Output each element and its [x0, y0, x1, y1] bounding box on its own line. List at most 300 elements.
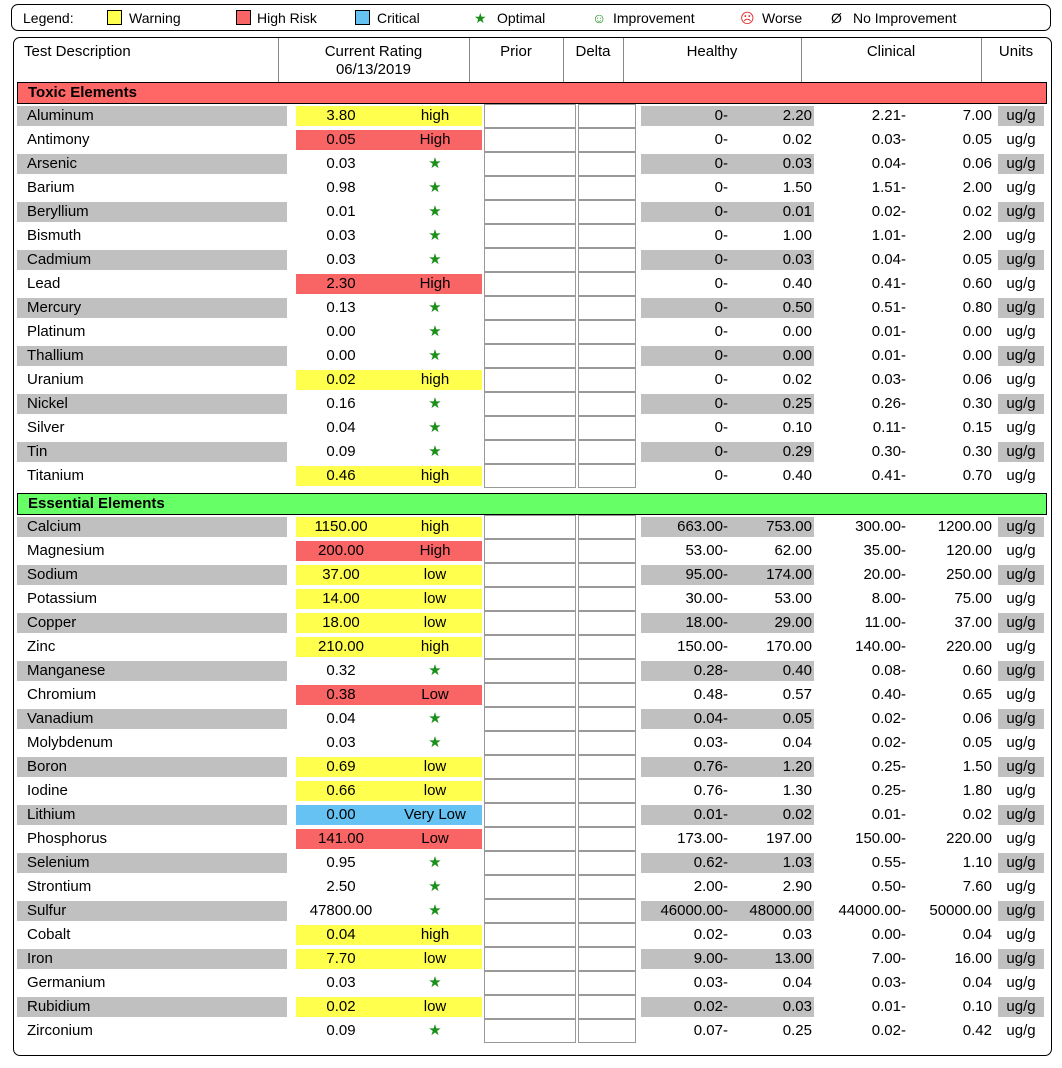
healthy-high: 0.25 [782, 1022, 812, 1039]
healthy-low: 0.48- [693, 686, 728, 703]
clinical-high: 0.00 [962, 347, 992, 364]
current-value: 7.70 [326, 950, 356, 967]
element-name: Lithium [17, 805, 287, 825]
table-row [14, 224, 1050, 248]
delta-value [578, 272, 636, 296]
healthy-low: 0.02- [693, 998, 728, 1015]
healthy-high: 0.01 [782, 203, 812, 220]
units: ug/g [998, 250, 1044, 270]
healthy-high: 1.30 [782, 782, 812, 799]
clinical-range [819, 949, 994, 969]
prior-value [484, 200, 576, 224]
table-row [14, 731, 1050, 755]
table-row [14, 635, 1050, 659]
healthy-low: 663.00- [677, 518, 728, 535]
healthy-low: 0- [714, 179, 728, 196]
healthy-high: 0.04 [782, 974, 812, 991]
clinical-low: 2.21- [871, 107, 906, 124]
units: ug/g [998, 346, 1044, 366]
healthy-low: 0.03- [693, 734, 728, 751]
healthy-range [641, 274, 814, 294]
current-rating [296, 517, 482, 537]
healthy-range [641, 613, 814, 633]
clinical-low: 0.55- [871, 854, 906, 871]
table-row [14, 296, 1050, 320]
delta-value [578, 659, 636, 683]
prior-value [484, 707, 576, 731]
prior-value [484, 779, 576, 803]
rating-label: high [420, 371, 450, 388]
clinical-low: 140.00- [855, 638, 906, 655]
element-name: Silver [27, 419, 65, 436]
healthy-high: 0.40 [782, 662, 812, 679]
healthy-high: 2.90 [782, 878, 812, 895]
clinical-range [819, 709, 994, 729]
clinical-high: 0.30 [962, 443, 992, 460]
prior-value [484, 803, 576, 827]
healthy-low: 30.00- [685, 590, 728, 607]
healthy-high: 48000.00 [749, 902, 812, 919]
units: ug/g [998, 202, 1044, 222]
delta-value [578, 947, 636, 971]
critical-swatch [355, 10, 370, 25]
rating-label: low [423, 614, 447, 631]
healthy-low: 95.00- [685, 566, 728, 583]
clinical-high: 0.15 [962, 419, 992, 436]
clinical-range [819, 685, 994, 705]
healthy-range [641, 925, 814, 945]
delta-value [578, 176, 636, 200]
element-name: Iodine [27, 782, 68, 799]
clinical-low: 0.30- [871, 443, 906, 460]
prior-value [484, 851, 576, 875]
current-rating [296, 154, 482, 174]
units: ug/g [998, 949, 1044, 969]
healthy-low: 0- [714, 467, 728, 484]
current-value: 0.38 [326, 686, 356, 703]
healthy-low: 0.28- [693, 662, 728, 679]
current-rating [296, 298, 482, 318]
clinical-range [819, 178, 994, 198]
col-healthy: Healthy [686, 43, 738, 60]
delta-value [578, 755, 636, 779]
clinical-range [819, 517, 994, 537]
prior-value [484, 272, 576, 296]
healthy-range [641, 589, 814, 609]
element-name: Boron [17, 757, 287, 777]
element-name: Selenium [17, 853, 287, 873]
healthy-low: 0.01- [693, 806, 728, 823]
clinical-high: 0.06 [962, 371, 992, 388]
current-value: 0.13 [326, 299, 356, 316]
healthy-range [641, 346, 814, 366]
current-value: 0.03 [326, 251, 356, 268]
element-name: Antimony [27, 131, 90, 148]
legend-no-improvement: No Improvement [853, 10, 957, 26]
healthy-high: 1.50 [782, 179, 812, 196]
clinical-high: 0.04 [962, 974, 992, 991]
clinical-high: 7.60 [962, 878, 992, 895]
element-name: Zirconium [27, 1022, 93, 1039]
clinical-range [819, 250, 994, 270]
current-value: 210.00 [318, 638, 364, 655]
clinical-range [819, 394, 994, 414]
units: ug/g [998, 442, 1044, 462]
healthy-range [641, 178, 814, 198]
clinical-range [819, 130, 994, 150]
current-value: 14.00 [322, 590, 360, 607]
healthy-high: 753.00 [766, 518, 812, 535]
units: ug/g [998, 901, 1044, 921]
star-icon: ★ [428, 347, 442, 364]
delta-value [578, 344, 636, 368]
units: ug/g [998, 757, 1044, 777]
element-name: Potassium [27, 590, 98, 607]
units: ug/g [1006, 926, 1036, 943]
clinical-low: 0.02- [871, 710, 906, 727]
table-row [14, 440, 1050, 464]
healthy-range [641, 394, 814, 414]
rating-label: low [423, 998, 447, 1015]
units: ug/g [998, 565, 1044, 585]
units: ug/g [998, 709, 1044, 729]
healthy-high: 0.40 [782, 467, 812, 484]
current-value: 3.80 [326, 107, 356, 124]
clinical-high: 250.00 [946, 566, 992, 583]
prior-value [484, 176, 576, 200]
clinical-high: 0.80 [962, 299, 992, 316]
clinical-low: 0.40- [871, 686, 906, 703]
clinical-high: 0.60 [962, 662, 992, 679]
clinical-range [819, 589, 994, 609]
clinical-low: 0.04- [871, 155, 906, 172]
clinical-range [819, 757, 994, 777]
section-header: Toxic Elements [17, 82, 1047, 104]
healthy-high: 0.02 [782, 806, 812, 823]
element-name: Bismuth [27, 227, 82, 244]
current-value: 0.03 [326, 734, 356, 751]
clinical-low: 11.00- [864, 614, 906, 631]
current-rating [296, 925, 482, 945]
healthy-high: 197.00 [766, 830, 812, 847]
star-icon: ★ [428, 710, 442, 727]
healthy-low: 0- [714, 131, 728, 148]
table-row [14, 851, 1050, 875]
clinical-range [819, 370, 994, 390]
healthy-range [641, 973, 814, 993]
healthy-range [641, 997, 814, 1017]
clinical-high: 0.02 [962, 203, 992, 220]
current-rating [296, 997, 482, 1017]
clinical-low: 0.01- [871, 998, 906, 1015]
star-icon: ★ [428, 251, 442, 268]
table-row [14, 200, 1050, 224]
clinical-range [819, 877, 994, 897]
prior-value [484, 659, 576, 683]
current-rating [296, 709, 482, 729]
table-row [14, 368, 1050, 392]
current-value: 0.09 [326, 443, 356, 460]
clinical-low: 44000.00- [838, 902, 906, 919]
element-name: Cadmium [17, 250, 287, 270]
current-value: 200.00 [318, 542, 364, 559]
star-icon: ★ [428, 734, 442, 751]
current-rating [296, 394, 482, 414]
delta-value [578, 611, 636, 635]
clinical-low: 1.51- [871, 179, 906, 196]
element-name: Molybdenum [27, 734, 113, 751]
healthy-range [641, 130, 814, 150]
current-value: 0.02 [326, 371, 356, 388]
clinical-high: 0.10 [962, 998, 992, 1015]
rating-label: high [420, 926, 450, 943]
prior-value [484, 827, 576, 851]
legend-improvement: Improvement [613, 10, 695, 26]
healthy-high: 29.00 [774, 614, 812, 631]
rating-label: low [423, 758, 447, 775]
delta-value [578, 827, 636, 851]
units: ug/g [1006, 179, 1036, 196]
delta-value [578, 899, 636, 923]
units: ug/g [998, 661, 1044, 681]
element-name: Phosphorus [27, 830, 108, 847]
star-icon: ★ [428, 155, 442, 172]
star-icon: ★ [428, 395, 442, 412]
current-value: 141.00 [318, 830, 364, 847]
healthy-high: 0.03 [782, 998, 812, 1015]
current-value: 47800.00 [309, 902, 373, 919]
units: ug/g [998, 805, 1044, 825]
star-icon: ★ [428, 203, 442, 220]
table-row [14, 875, 1050, 899]
clinical-high: 1.50 [962, 758, 992, 775]
col-test-description: Test Description [24, 43, 131, 60]
current-rating [296, 757, 482, 777]
healthy-high: 0.04 [782, 734, 812, 751]
units: ug/g [1006, 782, 1036, 799]
clinical-range [819, 466, 994, 486]
healthy-low: 0- [714, 443, 728, 460]
healthy-high: 0.29 [782, 443, 812, 460]
table-row [14, 587, 1050, 611]
element-name: Thallium [17, 346, 287, 366]
element-name: Manganese [17, 661, 287, 681]
element-name: Tin [17, 442, 287, 462]
col-prior: Prior [500, 43, 532, 60]
clinical-low: 0.25- [871, 758, 906, 775]
star-icon: ★ [428, 179, 442, 196]
healthy-low: 173.00- [677, 830, 728, 847]
clinical-range [819, 781, 994, 801]
clinical-high: 50000.00 [929, 902, 992, 919]
clinical-low: 150.00- [855, 830, 906, 847]
prior-value [484, 635, 576, 659]
table-row [14, 464, 1050, 488]
clinical-low: 0.04- [871, 251, 906, 268]
clinical-range [819, 661, 994, 681]
element-name: Germanium [27, 974, 106, 991]
current-value: 0.32 [326, 662, 356, 679]
prior-value [484, 755, 576, 779]
prior-value [484, 464, 576, 488]
clinical-low: 0.41- [871, 275, 906, 292]
delta-value [578, 464, 636, 488]
rating-label: low [423, 950, 447, 967]
delta-value [578, 995, 636, 1019]
legend-optimal: Optimal [497, 10, 546, 26]
table-row [14, 827, 1050, 851]
current-rating [296, 781, 482, 801]
clinical-high: 0.70 [962, 467, 992, 484]
clinical-range [819, 925, 994, 945]
current-rating [296, 829, 482, 849]
table-row [14, 803, 1050, 827]
delta-value [578, 152, 636, 176]
clinical-range [819, 418, 994, 438]
healthy-high: 2.20 [782, 107, 812, 124]
clinical-low: 0.25- [871, 782, 906, 799]
section-header: Essential Elements [17, 493, 1047, 515]
healthy-low: 0- [714, 203, 728, 220]
element-name: Mercury [17, 298, 287, 318]
current-rating-label: Current Rating [324, 43, 423, 60]
healthy-high: 1.00 [782, 227, 812, 244]
clinical-low: 1.01- [871, 227, 906, 244]
healthy-high: 0.00 [782, 323, 812, 340]
units: ug/g [1006, 1022, 1036, 1039]
prior-value [484, 539, 576, 563]
prior-value [484, 971, 576, 995]
legend-high-risk: High Risk [257, 10, 317, 26]
results-table [13, 37, 1052, 1056]
healthy-high: 0.00 [782, 347, 812, 364]
units: ug/g [998, 298, 1044, 318]
delta-value [578, 416, 636, 440]
table-row [14, 248, 1050, 272]
clinical-low: 300.00- [855, 518, 906, 535]
clinical-high: 1.80 [962, 782, 992, 799]
current-rating [296, 442, 482, 462]
units: ug/g [998, 613, 1044, 633]
prior-value [484, 152, 576, 176]
prior-value [484, 611, 576, 635]
delta-value [578, 683, 636, 707]
clinical-range [819, 154, 994, 174]
current-value: 0.00 [326, 806, 356, 823]
clinical-high: 16.00 [954, 950, 992, 967]
current-value: 0.01 [326, 203, 356, 220]
clinical-range [819, 829, 994, 849]
clinical-range [819, 565, 994, 585]
healthy-low: 0- [714, 323, 728, 340]
table-row [14, 659, 1050, 683]
clinical-low: 0.01- [871, 806, 906, 823]
clinical-high: 120.00 [946, 542, 992, 559]
rating-label: Low [421, 686, 449, 703]
rating-label: Low [421, 830, 449, 847]
healthy-high: 13.00 [774, 950, 812, 967]
clinical-low: 0.01- [871, 347, 906, 364]
delta-value [578, 1019, 636, 1043]
current-rating [296, 418, 482, 438]
current-rating [296, 805, 482, 825]
delta-value [578, 971, 636, 995]
prior-value [484, 947, 576, 971]
clinical-low: 0.08- [871, 662, 906, 679]
current-rating [296, 733, 482, 753]
clinical-range [819, 997, 994, 1017]
clinical-range [819, 613, 994, 633]
prior-value [484, 515, 576, 539]
element-name: Copper [17, 613, 287, 633]
healthy-range [641, 106, 814, 126]
healthy-high: 0.03 [782, 926, 812, 943]
delta-value [578, 707, 636, 731]
prior-value [484, 563, 576, 587]
clinical-high: 7.00 [962, 107, 992, 124]
healthy-high: 0.02 [782, 371, 812, 388]
table-row [14, 344, 1050, 368]
element-name: Barium [27, 179, 75, 196]
healthy-range [641, 949, 814, 969]
clinical-low: 0.41- [871, 467, 906, 484]
current-rating [296, 637, 482, 657]
units: ug/g [1006, 371, 1036, 388]
delta-value [578, 563, 636, 587]
legend-label: Legend: [23, 10, 74, 26]
clinical-high: 0.60 [962, 275, 992, 292]
healthy-high: 0.10 [782, 419, 812, 436]
element-name: Sulfur [17, 901, 287, 921]
current-value: 0.98 [326, 179, 356, 196]
healthy-range [641, 250, 814, 270]
clinical-range [819, 322, 994, 342]
star-icon: ★ [428, 974, 442, 991]
current-rating [296, 370, 482, 390]
healthy-low: 150.00- [677, 638, 728, 655]
element-name: Platinum [27, 323, 86, 340]
units: ug/g [1006, 686, 1036, 703]
element-name: Titanium [27, 467, 84, 484]
healthy-range [641, 637, 814, 657]
rating-label: Very Low [404, 806, 466, 823]
healthy-range [641, 853, 814, 873]
current-value: 0.04 [326, 926, 356, 943]
table-row [14, 104, 1050, 128]
smiley-icon: ☺ [592, 10, 607, 26]
clinical-low: 0.51- [871, 299, 906, 316]
clinical-range [819, 973, 994, 993]
rating-label: low [423, 782, 447, 799]
delta-value [578, 200, 636, 224]
healthy-range [641, 781, 814, 801]
element-name: Aluminum [17, 106, 287, 126]
healthy-low: 0- [714, 251, 728, 268]
clinical-range [819, 442, 994, 462]
table-row [14, 611, 1050, 635]
clinical-high: 0.06 [962, 710, 992, 727]
clinical-low: 0.02- [871, 1022, 906, 1039]
clinical-high: 2.00 [962, 179, 992, 196]
clinical-high: 37.00 [954, 614, 992, 631]
prior-value [484, 104, 576, 128]
healthy-low: 0- [714, 107, 728, 124]
table-row [14, 392, 1050, 416]
units: ug/g [998, 997, 1044, 1017]
clinical-low: 0.02- [871, 734, 906, 751]
units: ug/g [1006, 830, 1036, 847]
units: ug/g [1006, 734, 1036, 751]
